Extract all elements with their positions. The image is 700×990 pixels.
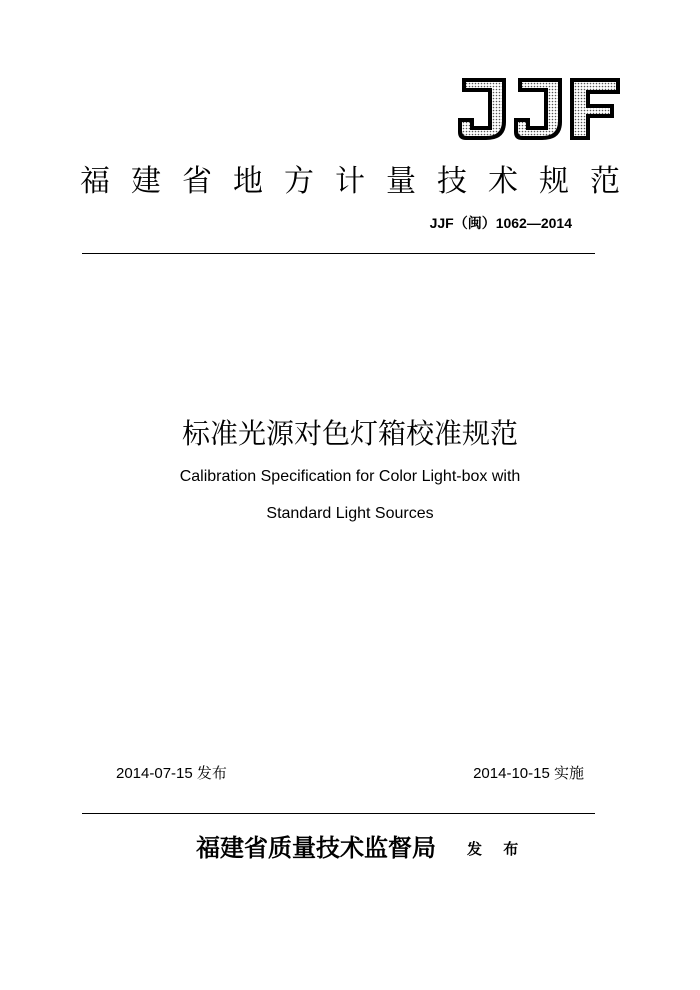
divider bbox=[82, 813, 595, 814]
org-char: 福 bbox=[80, 164, 110, 199]
organization-title bbox=[80, 158, 620, 198]
divider bbox=[82, 253, 595, 254]
org-char: 省 bbox=[182, 164, 212, 199]
document-title-cn: 标准光源对色灯箱校准规范 bbox=[181, 417, 518, 450]
issuing-authority: 福建省质量技术监督局 bbox=[196, 834, 436, 862]
org-char: 建 bbox=[131, 164, 161, 199]
org-char: 技 bbox=[437, 164, 467, 199]
jjf-logo bbox=[456, 76, 620, 144]
org-char: 地 bbox=[233, 164, 263, 199]
org-char: 计 bbox=[335, 164, 365, 199]
org-char: 范 bbox=[590, 164, 620, 199]
document-title-en-line1: Calibration Specification for Color Light-box with bbox=[179, 468, 521, 485]
org-char: 量 bbox=[386, 164, 416, 199]
implement-date: 2014-10-15 实施 bbox=[473, 765, 584, 782]
publish-date: 2014-07-15 发布 bbox=[116, 765, 227, 782]
document-title-en-line2: Standard Light Sources bbox=[266, 505, 434, 522]
org-char: 规 bbox=[539, 164, 569, 199]
org-char: 方 bbox=[284, 164, 314, 199]
standard-code: JJF（闽）1062—2014 bbox=[429, 215, 572, 231]
issue-label: 发 布 bbox=[467, 840, 527, 858]
org-char: 术 bbox=[488, 164, 518, 199]
